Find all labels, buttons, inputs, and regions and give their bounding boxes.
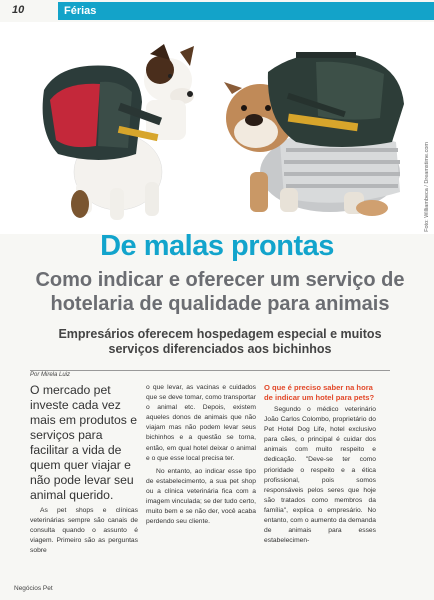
article-column-2: [146, 383, 256, 530]
column-2-paragraph-1: o que levar, as vacinas e cuidados que se deve tomar, como transportar o animal etc. Depois, existem aqueles donos de animais que não viajam mas não podem levar seus bichinhos e a questão se torna, então, em qual hotel deixar o animal e o que esse local precisa ter.: [146, 384, 256, 462]
column-3-paragraph: Segundo o médico veterinário João Carlos Colombo, proprietário do Pet Hotel Dog Life, hotel exclusivo para cães, o principal é cuidar dos animais com muito respeito e dedicação. "Deve-se ter como prioridade o respeito e a ética profissional, pois somos responsáveis pelos seres que hoje são tratados como membros da família", explica o empresário. No entanto, com o aumento da demanda de animais para esses estabelecimen-: [264, 406, 376, 545]
dogs-illustration: [0, 22, 434, 234]
jack-russell-dog: [43, 44, 194, 220]
byline-divider: [30, 370, 390, 371]
column-2-paragraph-2: No entanto, ao indicar esse tipo de estabelecimento, a sua pet shop ou a clínica veterinária fica com a imagem vinculada; se der tudo certo, muito bem e se não der, você acaba perdendo seu cliente.: [146, 467, 256, 526]
section-label: Férias: [64, 5, 97, 17]
article-headline: De malas prontas: [100, 230, 334, 262]
column-1-paragraph: As pet shops e clínicas veterinárias sempre são canais de consulta quando o assunto é viagem. Primeiro são as perguntas sobre: [30, 507, 138, 555]
article-subhead: Como indicar e oferecer um serviço de hotelaria de qualidade para animais: [35, 269, 405, 315]
sidebar-title: O que é preciso saber na hora de indicar um hotel para pets?: [264, 383, 375, 402]
article-column-3: [264, 383, 376, 549]
page-header: [0, 0, 434, 22]
dogs-with-backpacks-photo: [0, 22, 434, 234]
magazine-footer: Negócios Pet: [14, 585, 53, 592]
section-tab: [58, 2, 434, 20]
article-deck: Empresários oferecem hospedagem especial e muitos serviços diferenciados aos bichinhos: [58, 327, 382, 356]
page-number: 10: [12, 4, 25, 16]
article-byline: Por Mirela Luiz: [30, 372, 71, 378]
bulldog-dog: [224, 52, 404, 216]
photo-credit: Foto: Williambeca / Dreamstime.com: [424, 142, 430, 232]
article-lead: O mercado pet investe cada vez mais em produtos e serviços para facilitar a vida de quem quer viajar e não pode levar seu animal querido.: [30, 383, 138, 502]
article-column-1: [30, 383, 138, 559]
